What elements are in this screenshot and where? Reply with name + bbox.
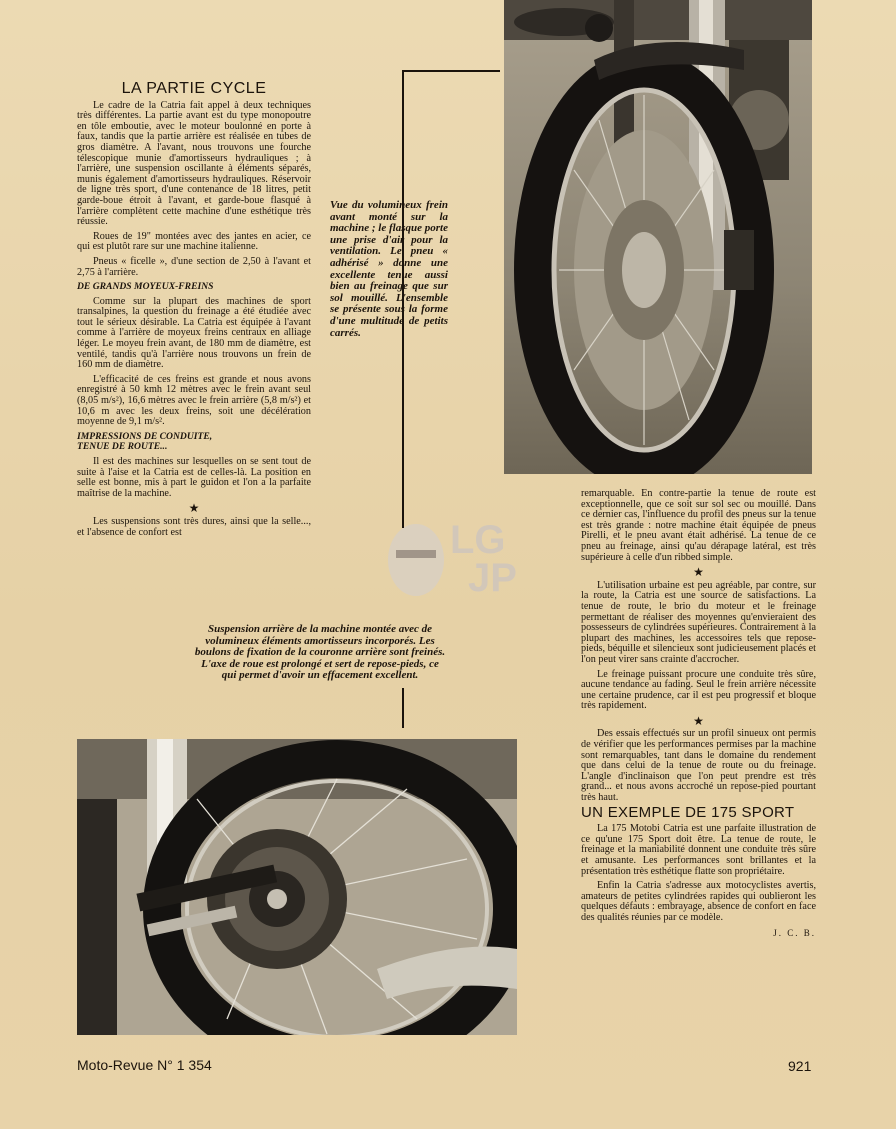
photo-rear-wheel	[77, 739, 517, 1035]
caption-line: qui permet d'avoir un effacement excellent.	[221, 669, 419, 682]
caption-line: boulons de fixation de la couronne arrière sont freinés.	[194, 646, 446, 659]
paragraph: Les suspensions sont très dures, ainsi que la selle..., et l'absence de confort est	[77, 515, 311, 538]
left-column	[77, 80, 311, 542]
caption-line: volumineux éléments amortisseurs incorporés. Les	[205, 634, 435, 647]
paragraph: Enfin la Catria s'adresse aux motocyclistes avertis, amateurs de petites cylindrées rapides qui oublieront les quelques défauts : embrayage, absence de confort en face des qualités réunies par ce modèle.	[581, 880, 816, 923]
section-title-175-sport: UN EXEMPLE DE 175 SPORT	[581, 803, 795, 821]
right-column	[581, 489, 816, 938]
subheading-tenue-de-route: TENUE DE ROUTE...	[77, 441, 168, 453]
star-separator: ★	[693, 713, 704, 728]
caption-rule-horizontal	[402, 70, 500, 72]
paragraph: Des essais effectués sur un profil sinueux ont permis de vérifier que les performances permises par la machine sont remarquables, tant dans le domaine du rendement que dans celui de la tenue de route ou du freinage. L'angle d'inclinaison que l'on peut prendre est très grand... et nous avons accroché un repose-pied pourtant très haut.	[581, 728, 816, 804]
author-signature: J. C. B.	[773, 927, 816, 938]
caption-front-brake: Vue du volumineux frein avant monté sur la machine ; le flasque porte une prise d'air pour la ventilation. Le pneu « adhérisé » donne une excellente tenue aussi bien au freinage que sur sol mouillé. L'ensemble se présente sous la forme d'une multitude de petits carrés.	[330, 199, 448, 339]
front-wheel-image	[504, 0, 812, 474]
paragraph: Le cadre de la Catria fait appel à deux techniques très différentes. La partie avant est du type monopoutre en tôle emboutie, avec le moteur boulonné en porte à faux, tandis que la partie arrière est réalisée en tubes de gros diamètre. A l'avant, nous trouvons une fourche télescopique munie d'amortisseurs hydrauliques ; à l'arrière, une suspension oscillante à éléments séparés, munis également d'amortisseurs hydrauliques. Réservoir de ligne très sport, d'une contenance de 18 litres, petit garde-boue étroit à l'avant, et garde-boue flasqué à l'arrière complètent cette machine d'une esthétique très réussie.	[77, 99, 311, 228]
star-separator: ★	[188, 501, 200, 516]
paragraph: L'utilisation urbaine est peu agréable, par contre, sur la route, la Catria est une source de satisfactions. La tenue de route, le brio du moteur et le freinage permettant de réaliser des moyennes qu'envieraient des possesseurs de cylindrées supérieures. Contrairement à la plupart des machines, les accessoires tels que repose-pieds, béquille et silencieux sont judicieusement placés et l'on peut virer sans crainte d'accrocher.	[581, 579, 816, 665]
paragraph: Comme sur la plupart des machines de sport transalpines, la question du freinage a été étudiée avec tout le sérieux désirable. La Catria est équipée à l'avant comme à l'arrière de moyeux freins centraux en alliage léger. Le moyeu frein avant, de 180 mm de diamètre, est ventilé, tandis qu'à l'arrière nous trouvons un frein de 160 mm de diamètre.	[77, 295, 311, 371]
subheading-impressions: IMPRESSIONS DE CONDUITE,	[77, 430, 213, 442]
caption-rear-suspension	[150, 624, 490, 682]
paragraph: L'efficacité de ces freins est grande et nous avons enregistré à 50 kmh 12 mètres avec le frein avant seul (8,05 m/s²), 16,6 mètres avec le frein arrière (5,8 m/s²) et 10,6 m avec les deux freins, soit une décélération moyenne de 9,1 m/s².	[77, 373, 311, 428]
footer-page-number: 921	[788, 1058, 812, 1074]
caption-line: Suspension arrière de la machine montée avec de	[208, 623, 432, 635]
paragraph: Il est des machines sur lesquelles on se sent tout de suite à l'aise et la Catria est de celles-là. La position en selle est bonne, mis à part le guidon et l'on a la parfaite maîtrise de la machine.	[77, 456, 311, 499]
star-separator: ★	[693, 565, 704, 580]
paragraph: Le freinage puissant procure une conduite très sûre, aucune tendance au fading. Seul le frein arrière nécessite une certaine prudence, car il est peu progressif et bloque très rapidement.	[581, 668, 816, 712]
photo-front-wheel	[504, 0, 812, 474]
paragraph: Roues de 19" montées avec des jantes en acier, ce qui est plutôt rare sur une machine italienne.	[77, 230, 311, 253]
caption-line: L'axe de roue est prolongé et sert de repose-pieds, ce	[201, 657, 439, 670]
caption-rule-bottom	[402, 688, 404, 728]
rear-wheel-image	[77, 739, 517, 1035]
footer-magazine-title: Moto-Revue N° 1 354	[77, 1057, 212, 1073]
subheading-moyeux-freins: DE GRANDS MOYEUX-FREINS	[77, 281, 214, 293]
section-title-partie-cycle: LA PARTIE CYCLE	[121, 80, 267, 97]
watermark-text-lg: LG	[450, 518, 506, 562]
paragraph: Pneus « ficelle », d'une section de 2,50 à l'avant et 2,75 à l'arrière.	[77, 255, 311, 278]
paragraph: remarquable. En contre-partie la tenue de route est exceptionnelle, que ce soit sur sol sec ou mouillé. Dans ce dernier cas, l'influence du profil des pneus sur la tenue est très grande : notre machine était équipée de pneus Pirelli, et le pneu avant était adhérisé. La tenue de ce pneu au freinage, ainsi qu'au dérapage latéral, est très supérieure à celle d'un ribbed simple.	[581, 488, 816, 563]
watermark-text-jp: JP	[468, 556, 517, 600]
watermark-face-icon	[376, 512, 456, 612]
paragraph: La 175 Motobi Catria est une parfaite illustration de ce qu'une 175 Sport doit être. La tenue de route, le freinage et la maniabilité donnent une conduite très sûre et amusante. Les performances sont brillantes et la présentation très esthétique flatte son propriétaire.	[581, 823, 816, 877]
